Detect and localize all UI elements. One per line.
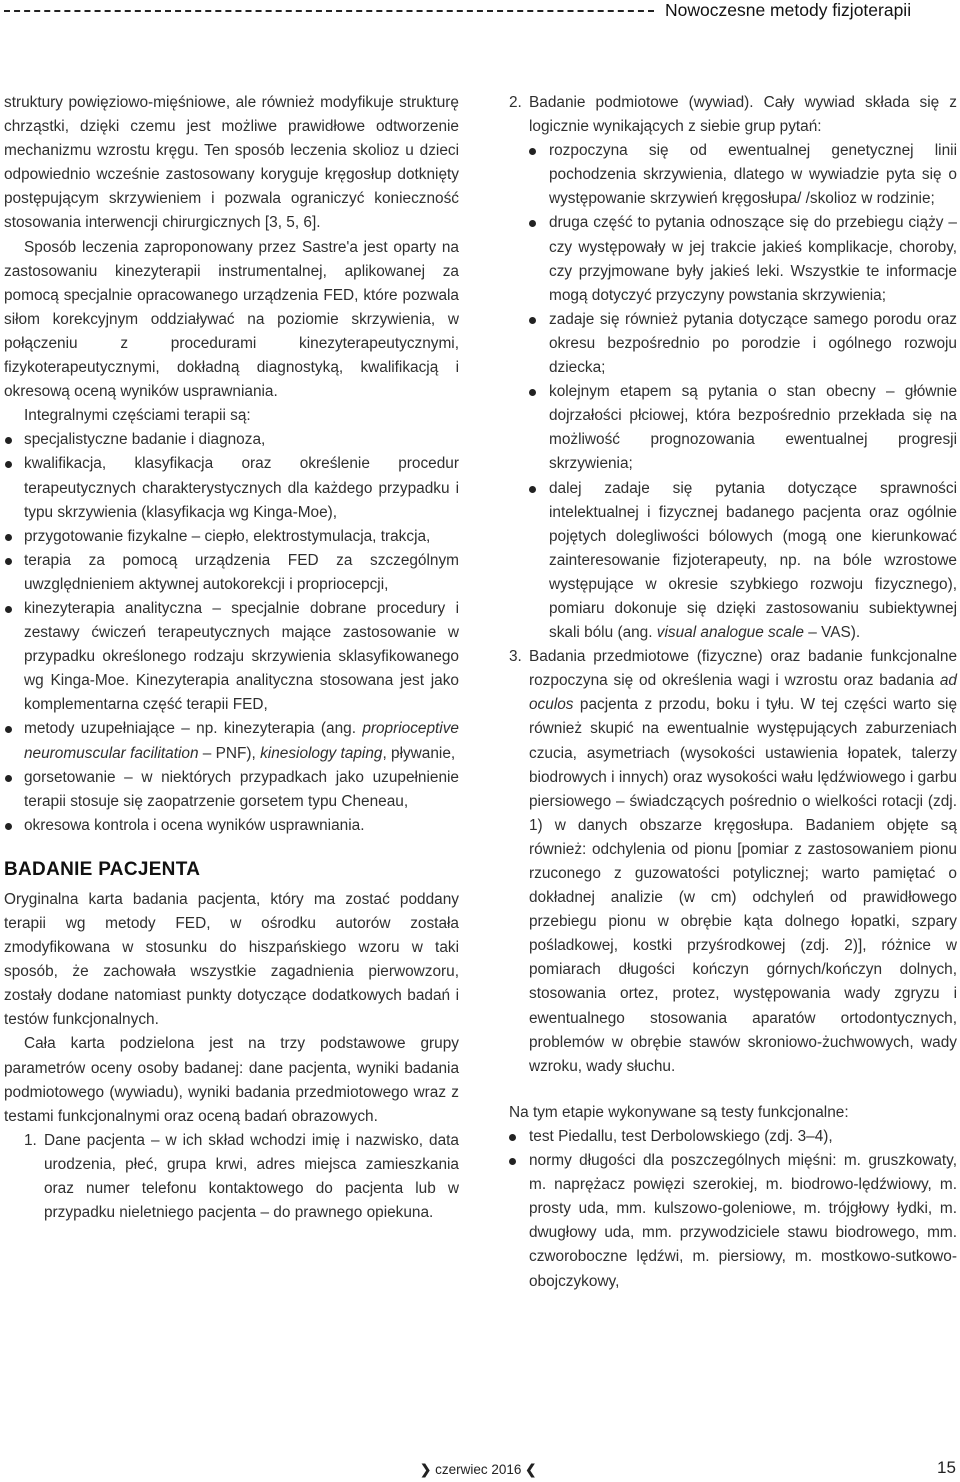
page-number: 15 bbox=[937, 1458, 956, 1477]
chevron-left-icon: ❮ bbox=[525, 1462, 537, 1477]
item-text: Dane pacjenta – w ich skład wchodzi imię i nazwisko, data urodzenia, płeć, grupa krwi, adres miejsca zamieszkania oraz numer telefonu kontaktowego do pacjenta lub w przypadku nieletniego pacjenta – do prawnego opiekuna. bbox=[44, 1131, 459, 1222]
list-item: zadaje się również pytania dotyczące samego porodu oraz okresu bezpośrednio po porodzie i ogólnego rozwoju dziecka; bbox=[509, 308, 957, 380]
paragraph: Oryginalna karta badania pacjenta, który ma zostać poddany terapii wg metody FED, w ośrodku autorów została zmodyfikowana w stosunku do hiszpańskiego wzoru w taki sposób, że zachowała wszystkie zagadnienia pierwowzoru, zostały dodane natomiast punkty dotyczące dodatkowych badań i testów funkcjonalnych. bbox=[4, 890, 459, 1029]
list-item: okresowa kontrola i ocena wyników usprawniania. bbox=[4, 814, 459, 838]
left-column bbox=[4, 91, 459, 1225]
functional-tests-list bbox=[509, 1125, 957, 1294]
item-number: 1. bbox=[24, 1131, 37, 1149]
list-item: metody uzupełniające – np. kinezyterapia (ang. proprioceptive neuromuscular facilitation – PNF), kinesiology taping, pływanie, bbox=[4, 717, 459, 765]
paragraph: Integralnymi częściami terapii są: bbox=[24, 407, 251, 425]
list-item: kwalifikacja, klasyfikacja oraz określenie procedur terapeutycznych charakterystycznych dla każdego przypadku i typu skrzywienia (klasyfikacja wg Kinga-Moe), bbox=[4, 452, 459, 524]
list-item: przygotowanie fizykalne – ciepło, elektrostymulacja, trakcja, bbox=[4, 525, 459, 549]
paragraph: Na tym etapie wykonywane są testy funkcjonalne: bbox=[509, 1103, 849, 1121]
list-item: specjalistyczne badanie i diagnoza, bbox=[4, 428, 459, 452]
paragraph: struktury powięziowo-mięśniowe, ale również modyfikuje strukturę chrząstki, dzięki czemu jest możliwe prawidłowe odtworzenie mechanizmu wzrostu kręgu. Ten sposób leczenia skolioz u dzieci odpowiednio wcześnie zastosowany koryguje kręgosłup dotknięty postępującym skrzywieniem i pozwala ograniczyć konieczność stosowania interwencji chirurgicznych [3, 5, 6]. bbox=[4, 94, 459, 232]
item-text: Badanie podmiotowe (wywiad). Cały wywiad składa się z logicznie wynikających z siebie grup pytań: bbox=[529, 94, 957, 136]
list-item: rozpoczyna się od ewentualnej genetycznej linii pochodzenia skrzywienia, dlatego w wywiadzie pyta się o występowanie skrzywień kręgosłupa/ /skolioz w rodzinie; bbox=[509, 139, 957, 211]
footer-issue-date bbox=[420, 1462, 536, 1478]
list-item: test Piedallu, test Derbolowskiego (zdj. 3–4), bbox=[509, 1125, 957, 1149]
therapy-components-list bbox=[4, 428, 459, 838]
list-item: normy długości dla poszczególnych mięśni: m. gruszkowaty, m. naprężacz powięzi szerokiej, m. biodrowo-lędźwiowy, m. prosty uda, mm. kulszowo-goleniowe, m. trójgłowy łydki, m. dwugłowy uda, mm. przywodziciele stawu biodrowego, mm. czworoboczne lędźwi, m. piersiowy, m. mostkowo-sutkowo-obojczykowy, bbox=[509, 1149, 957, 1294]
paragraph: Cała karta podzielona jest na trzy podstawowe grupy parametrów oceny osoby badanej: dane pacjenta, wyniki badania podmiotowego (wywiadu), wyniki badania przedmiotowego wraz z testami funkcjonalnymi oraz oceną badań obrazowych. bbox=[4, 1035, 459, 1125]
item-number: 2. bbox=[509, 94, 522, 111]
numbered-item bbox=[24, 1129, 459, 1225]
list-item: dalej zadaje się pytania dotyczące sprawności intelektualnej i fizycznej badanego pacjenta oraz ogólnie pojętych dolegliwości bólowych (mogą one kierunkować zainteresowanie fizjoterapeuty, np. na bóle wzrostowe występujące w okresie szybkiego rozwoju fizycznego), pomiaru dokonuje się dzięki zastosowaniu subiektywnej skali bólu (ang. visual analogue scale – VAS). bbox=[509, 477, 957, 646]
header-dashed-rule bbox=[4, 10, 654, 12]
numbered-item: 3. Badania przedmiotowe (fizyczne) oraz badanie funkcjonalne rozpoczyna się od określenia wagi i wzrostu oraz badania ad oculos pacjenta z przodu, boku i tyłu. W tej części warto się również skupić na ewentualnie występujących zaburzeniach czucia, asymetriach (wysokości ustawienia łopatek, talerzy biodrowych i innych) oraz wysokości wału lędźwiowego i garbu piersiowego – świadczących pośrednio o wielkości rotacji (zdj. 1) w danych obszarze kręgosłupa. Badaniem objęte są również: odchylenia od pionu [pomiar z zastosowaniem pionu rzuconego z guzowatości potylicznej; warto pamiętać o dokładnej analizie (w cm) odchyleń od prawidłowego przebiegu pionu w obrębie kąta dolnego łopatki, szpary pośladkowej, kostki przyśrodkowej (zdj. 2)], różnice w pomiarach długości kończyn górnych/kończyn dolnych, stosowania ortez, protez, występowania wady zgryzu i ewentualnego stosowania aparatów ortodontycznych, problemów w obrębie stawów skroniowo-żuchwowych, wady wzroku, wady słuchu. bbox=[509, 645, 957, 1079]
list-item: terapia za pomocą urządzenia FED za szczególnym uwzględnieniem aktywnej autokorekcji i propriocepcji, bbox=[4, 549, 459, 597]
item-number: 3. bbox=[509, 648, 522, 666]
list-item: gorsetowanie – w niektórych przypadkach jako uzupełnienie terapii stosuje się zaopatrzenie gorsetem typu Cheneau, bbox=[4, 766, 459, 814]
list-item: kolejnym etapem są pytania o stan obecny – głównie dojrzałości płciowej, która bezpośrednio przekłada się na możliwość prognozowania ewentualnej progresji skrzywienia; bbox=[509, 380, 957, 476]
list-item: kinezyterapia analityczna – specjalnie dobrane procedury i zestawy ćwiczeń terapeutycznych mające zastosowanie w przypadku określonego rodzaju skrzywienia sklasyfikowanego wg Kinga-Moe. Kinezyterapia analityczna stosowana jest jako komplementarna część terapii FED, bbox=[4, 597, 459, 717]
list-item: druga część to pytania odnoszące się do przebiegu ciąży – czy występowały w jej trakcie jakieś komplikacje, choroby, czy przyjmowane były jakieś leki. Wszystkie te informacje mogą dotyczyć przyczyny powstania skrzywienia; bbox=[509, 211, 957, 307]
paragraph: Sposób leczenia zaproponowany przez Sastre'a jest oparty na zastosowaniu kinezyterapii instrumentalnej, aplikowanej za pomocą specjalnie opracowanego urządzenia FED, które pozwala siłom korekcyjnym oddziaływać na poziomie skrzywienia, w połączeniu z procedurami kinezyterapeutycznymi, fizykoterapeutycznymi, dokładną diagnostyką, kwalifikacją i okresową oceną wyników usprawniania. bbox=[4, 238, 459, 401]
numbered-item bbox=[509, 91, 957, 139]
right-column bbox=[509, 91, 957, 1294]
journal-title: Nowoczesne metody fizjoterapii bbox=[665, 0, 912, 20]
section-heading: BADANIE PACJENTA bbox=[4, 858, 201, 880]
issue-date: czerwiec 2016 bbox=[435, 1462, 522, 1477]
interview-questions-list bbox=[509, 139, 957, 645]
chevron-right-icon: ❯ bbox=[420, 1462, 432, 1477]
